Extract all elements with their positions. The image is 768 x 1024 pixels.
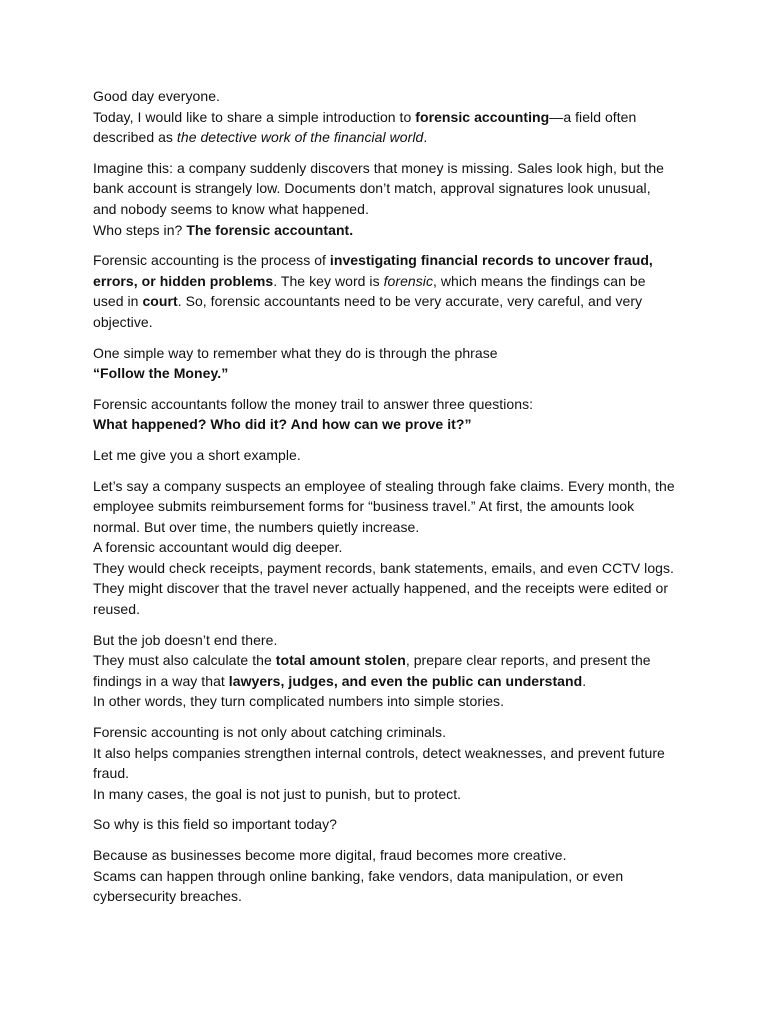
text: But the job doesn’t end there. xyxy=(93,631,278,648)
paragraph xyxy=(93,394,678,435)
paragraph xyxy=(93,445,678,466)
paragraph xyxy=(93,343,678,384)
text: In many cases, the goal is not just to punish, but to protect. xyxy=(93,785,462,802)
bold-text: lawyers, judges, and even the public can understand xyxy=(228,672,583,689)
text: It also helps companies strengthen internal controls, detect weaknesses, and prevent future fraud. xyxy=(93,744,665,782)
bold-text: The forensic accountant. xyxy=(186,221,354,238)
document-body xyxy=(93,86,678,917)
text: . The key word is xyxy=(273,272,384,289)
bold-text: forensic accounting xyxy=(415,108,550,125)
paragraph xyxy=(93,845,678,907)
paragraph xyxy=(93,814,678,835)
text: —a field often described as xyxy=(93,108,637,146)
text: Who steps in? xyxy=(93,221,187,238)
paragraph xyxy=(93,158,678,240)
text: . So, forensic accountants need to be very accurate, very careful, and very objective. xyxy=(93,293,643,330)
text: They must also calculate the xyxy=(93,652,276,669)
text: They would check receipts, payment records, bank statements, emails, and even CCTV logs. xyxy=(93,559,674,576)
text: Forensic accounting is the process of xyxy=(93,252,330,269)
paragraph xyxy=(93,250,678,332)
bold-text: investigating financial records to uncover fraud, errors, or hidden problems xyxy=(93,252,653,289)
italic-text: the detective work of the financial world xyxy=(176,129,424,146)
text: Let’s say a company suspects an employee of stealing through fake claims. Every month, the employee submits reimbursement forms for “business travel.” At first, the amounts look normal. But over time, the numbers quietly increase. xyxy=(93,477,675,535)
text: One simple way to remember what they do is through the phrase xyxy=(93,344,498,361)
paragraph xyxy=(93,630,678,712)
text: Forensic accounting is not only about catching criminals. xyxy=(93,724,447,741)
text: , prepare clear reports, and present the findings in a way that xyxy=(93,652,651,689)
text: , which means the findings can be used in xyxy=(93,272,646,310)
italic-text: forensic xyxy=(383,272,434,289)
text: Scams can happen through online banking, fake vendors, data manipulation, or even cybersecurity breaches. xyxy=(93,867,624,905)
text: Imagine this: a company suddenly discovers that money is missing. Sales look high, but the bank account is strangely low. Documents don’t match, approval signatures look unusual, and nobody seems to know what happened. xyxy=(93,159,665,217)
paragraph xyxy=(93,86,678,148)
paragraph xyxy=(93,722,678,804)
text: . xyxy=(423,129,428,146)
text: Because as businesses become more digital, fraud becomes more creative. xyxy=(93,847,567,863)
bold-text: court xyxy=(142,293,178,310)
text: Let me give you a short example. xyxy=(93,446,301,463)
paragraph xyxy=(93,476,678,620)
bold-text: “Follow the Money.” xyxy=(93,365,229,382)
text: Good day everyone. xyxy=(93,88,220,104)
bold-text: What happened? Who did it? And how can we prove it?” xyxy=(93,416,472,433)
text: In other words, they turn complicated numbers into simple stories. xyxy=(93,693,505,710)
text: A forensic accountant would dig deeper. xyxy=(93,539,343,556)
text: Forensic accountants follow the money trail to answer three questions: xyxy=(93,395,534,412)
text: They might discover that the travel never actually happened, and the receipts were edited or reused. xyxy=(93,580,669,618)
text: Today, I would like to share a simple introduction to xyxy=(93,108,416,125)
text: . xyxy=(582,672,587,689)
text: So why is this field so important today? xyxy=(93,816,338,833)
bold-text: total amount stolen xyxy=(275,652,406,669)
